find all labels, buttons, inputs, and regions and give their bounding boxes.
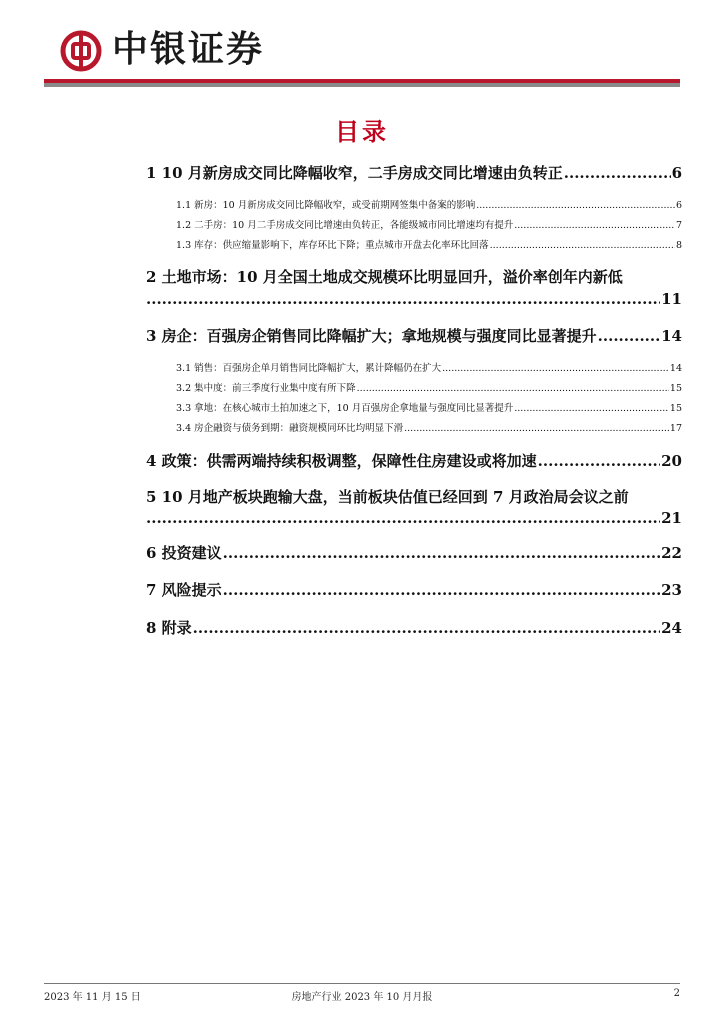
toc-entry-page: 17 — [669, 423, 682, 434]
toc-leader — [476, 200, 675, 211]
toc-entry-page: 14 — [669, 363, 682, 374]
toc-entry-label: 1.3 库存：供应缩量影响下，库存环比下降；重点城市开盘去化率环比回落 — [176, 240, 489, 251]
toc-entry-3-3[interactable] — [176, 400, 682, 414]
toc-entry-label: 8 附录 — [146, 619, 192, 637]
footer-date: 2023 年 11 月 15 日 — [44, 992, 141, 1003]
toc-entry-page: 22 — [661, 544, 682, 562]
toc-leader — [223, 544, 660, 562]
toc-entry-page: 11 — [661, 290, 682, 308]
toc-leader — [193, 619, 660, 637]
toc-entry-label: 3.4 房企融资与债务到期：融资规模同环比均明显下滑 — [176, 423, 404, 434]
toc-entry-page: 15 — [669, 403, 682, 414]
toc-entry-page: 14 — [661, 327, 682, 345]
toc-entry-page: 20 — [661, 452, 682, 470]
toc-entry-page: 15 — [669, 383, 682, 394]
toc-entry-label: 3.1 销售：百强房企单月销售同比降幅扩大，累计降幅仍在扩大 — [176, 363, 442, 374]
toc-leader — [146, 290, 660, 308]
toc-entry-page: 7 — [675, 220, 682, 231]
toc-entry-3-1[interactable] — [176, 360, 682, 374]
toc-entry-label: 3 房企：百强房企销售同比降幅扩大；拿地规模与强度同比显著提升 — [146, 327, 597, 345]
toc-entry-2[interactable] — [146, 290, 682, 308]
toc-entry-page: 6 — [675, 200, 682, 211]
footer-rule — [44, 983, 680, 984]
toc-entry-4[interactable] — [146, 450, 682, 471]
toc-entry-3-4[interactable] — [176, 420, 682, 434]
toc-entry-3-2[interactable] — [176, 380, 682, 394]
toc-entry-8[interactable] — [146, 617, 682, 638]
toc-leader — [357, 383, 669, 394]
toc-entry-page: 8 — [675, 240, 682, 251]
toc-leader — [146, 509, 660, 527]
toc-entry-page: 23 — [661, 581, 682, 599]
toc-entry-label: 6 投资建议 — [146, 544, 222, 562]
toc-entry-label: 7 风险提示 — [146, 581, 222, 599]
toc-leader — [538, 452, 660, 470]
toc-entry-label: 1 10 月新房成交同比降幅收窄，二手房成交同比增速由负转正 — [146, 164, 563, 182]
toc-entry-page: 24 — [661, 619, 682, 637]
toc-leader — [514, 220, 675, 231]
toc-entry-6[interactable] — [146, 542, 682, 563]
toc-entry-1-2[interactable] — [176, 217, 682, 231]
toc-leader — [223, 581, 660, 599]
toc-leader — [442, 363, 669, 374]
toc-entry-label: 3.3 拿地：在核心城市土拍加速之下，10 月百强房企拿地量与强度同比显著提升 — [176, 403, 514, 414]
toc-entry-page: 6 — [671, 164, 682, 182]
toc-entry-3[interactable] — [146, 325, 682, 346]
brand-name: 中银证券 — [112, 29, 265, 70]
toc-leader — [598, 327, 660, 345]
footer-page-number: 2 — [673, 988, 680, 999]
toc-leader — [564, 164, 671, 182]
toc-entry-1-1[interactable] — [176, 197, 682, 211]
toc-entry-7[interactable] — [146, 579, 682, 600]
toc-entry-5[interactable] — [146, 509, 682, 527]
toc-entry-page: 21 — [661, 509, 682, 527]
report-header — [0, 0, 724, 90]
toc-title: 目录 — [335, 118, 389, 146]
bank-of-china-logo-icon — [60, 30, 102, 72]
footer-title: 房地产行业 2023 年 10 月月报 — [291, 992, 433, 1003]
toc-leader — [514, 403, 669, 414]
toc-entry-label: 1.1 新房：10 月新房成交同比降幅收窄，或受前期网签集中备案的影响 — [176, 200, 476, 211]
toc-entry-label: 1.2 二手房：10 月二手房成交同比增速由负转正，各能级城市同比增速均有提升 — [176, 220, 514, 231]
toc-entry-2-line-1[interactable]: 2 土地市场：10 月全国土地成交规模环比明显回升，溢价率创年内新低 — [146, 268, 623, 286]
toc-entry-1[interactable] — [146, 162, 682, 183]
toc-entry-label: 4 政策：供需两端持续积极调整，保障性住房建设或将加速 — [146, 452, 537, 470]
toc-leader — [490, 240, 675, 251]
header-rule-grey — [44, 83, 680, 87]
toc-leader — [404, 423, 669, 434]
toc-entry-5-line-1[interactable]: 5 10 月地产板块跑输大盘，当前板块估值已经回到 7 月政治局会议之前 — [146, 488, 629, 506]
toc-entry-1-3[interactable] — [176, 237, 682, 251]
toc-entry-label: 3.2 集中度：前三季度行业集中度有所下降 — [176, 383, 356, 394]
